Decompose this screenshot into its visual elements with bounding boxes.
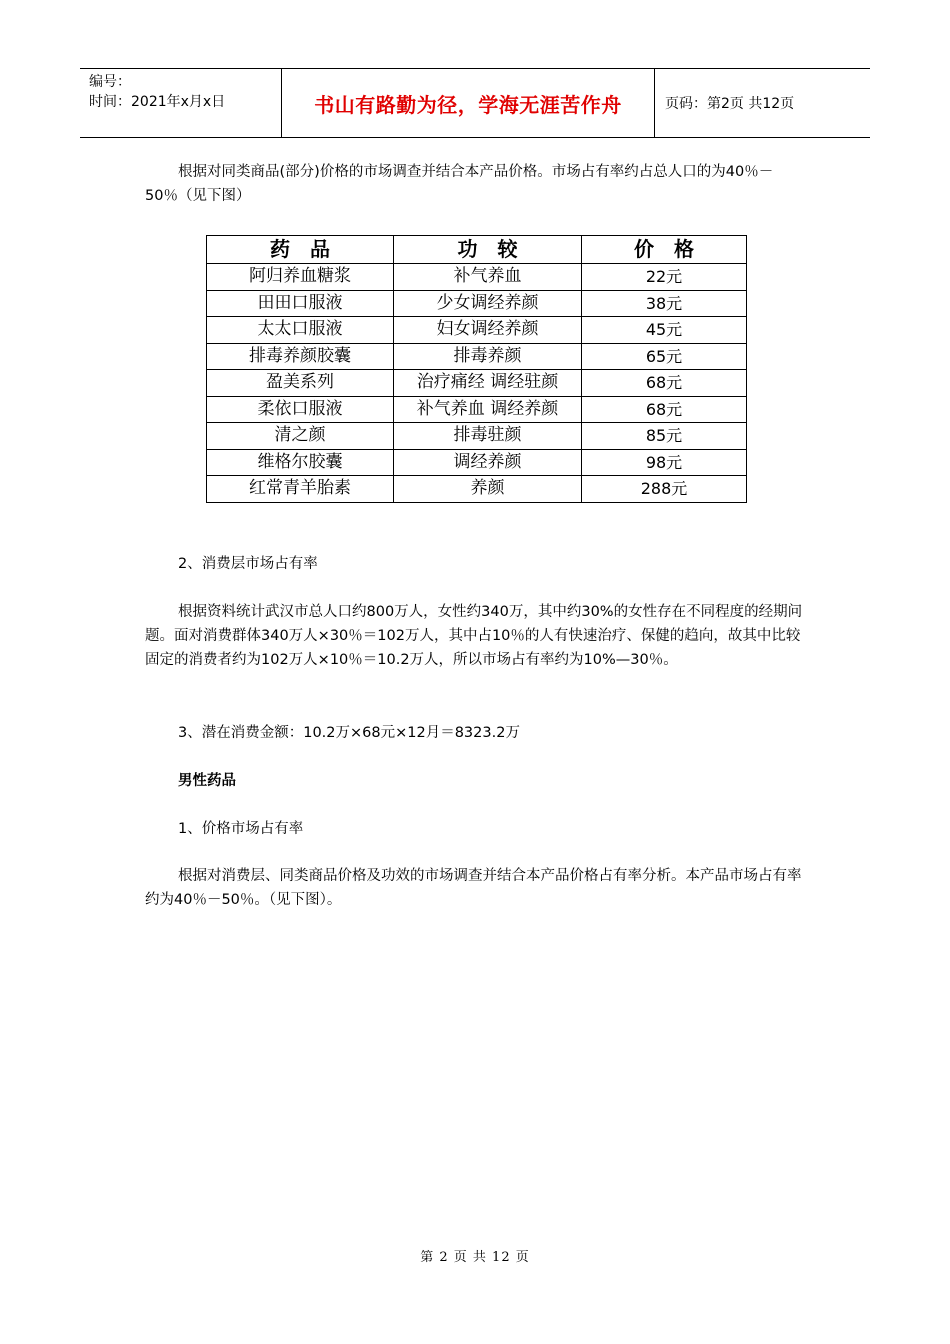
cell-function: 养颜 [394, 476, 582, 503]
header-motto-cell [282, 69, 655, 137]
cell-function: 补气养血 [394, 264, 582, 291]
cell-price: 288元 [582, 476, 747, 503]
male-paragraph: 根据对消费层、同类商品价格及功效的市场调查并结合本产品价格占有率分析。本产品市场占有率约为40％－50％。（见下图）。 [145, 868, 802, 908]
intro-paragraph: 根据对同类商品(部分)价格的市场调查并结合本产品价格。市场占有率约占总人口的为40％－50％（见下图） [145, 164, 774, 204]
table-row [207, 449, 747, 476]
page-header [80, 68, 870, 138]
cell-price: 68元 [582, 370, 747, 397]
cell-price: 68元 [582, 396, 747, 423]
table-row [207, 423, 747, 450]
male-heading: 男性药品 [178, 773, 236, 789]
cell-function: 少女调经养颜 [394, 290, 582, 317]
cell-price: 65元 [582, 343, 747, 370]
cell-function: 补气养血 调经养颜 [394, 396, 582, 423]
table-header-function: 功 较 [394, 236, 582, 264]
table-row [207, 290, 747, 317]
header-motto: 书山有路勤为径，学海无涯苦作舟 [314, 92, 622, 117]
cell-price: 22元 [582, 264, 747, 291]
cell-price: 45元 [582, 317, 747, 344]
male-section1-title: 1、价格市场占有率 [178, 821, 304, 837]
cell-product: 盈美系列 [207, 370, 394, 397]
price-table [206, 235, 747, 503]
table-header-product: 药 品 [207, 236, 394, 264]
section3-line: 3、潜在消费金额：10.2万×68元×12月＝8323.2万 [178, 725, 520, 741]
section2-title: 2、消费层市场占有率 [178, 556, 318, 572]
cell-product: 清之颜 [207, 423, 394, 450]
cell-product: 柔依口服液 [207, 396, 394, 423]
cell-price: 38元 [582, 290, 747, 317]
cell-product: 维格尔胶囊 [207, 449, 394, 476]
table-row [207, 317, 747, 344]
table-row [207, 370, 747, 397]
table-row [207, 264, 747, 291]
page-footer: 第 2 页 共 12 页 [420, 1250, 530, 1265]
cell-product: 太太口服液 [207, 317, 394, 344]
header-number-label: 编号： [89, 74, 131, 90]
cell-product: 田田口服液 [207, 290, 394, 317]
cell-function: 治疗痛经 调经驻颜 [394, 370, 582, 397]
header-page-info: 页码：第2页 共12页 [665, 96, 795, 112]
cell-function: 排毒驻颜 [394, 423, 582, 450]
cell-product: 红常青羊胎素 [207, 476, 394, 503]
section2-paragraph: 根据资料统计武汉市总人口约800万人，女性约340万，其中约30%的女性存在不同程度的经期问题。面对消费群体340万人×30％＝102万人，其中占10％的人有快速治疗、保健的趋向，故其中比较固定的消费者约为102万人×10％＝10.2万人，所以市场占有率约为10%—30％。 [145, 604, 803, 668]
table-row [207, 343, 747, 370]
table-row [207, 396, 747, 423]
table-row [207, 476, 747, 503]
cell-price: 85元 [582, 423, 747, 450]
cell-function: 调经养颜 [394, 449, 582, 476]
price-table-header-row [207, 236, 747, 264]
cell-product: 阿归养血糖浆 [207, 264, 394, 291]
header-meta [80, 69, 282, 137]
table-header-price: 价 格 [582, 236, 747, 264]
cell-price: 98元 [582, 449, 747, 476]
cell-product: 排毒养颜胶囊 [207, 343, 394, 370]
cell-function: 妇女调经养颜 [394, 317, 582, 344]
header-date-label: 时间：2021年x月x日 [89, 94, 226, 110]
cell-function: 排毒养颜 [394, 343, 582, 370]
